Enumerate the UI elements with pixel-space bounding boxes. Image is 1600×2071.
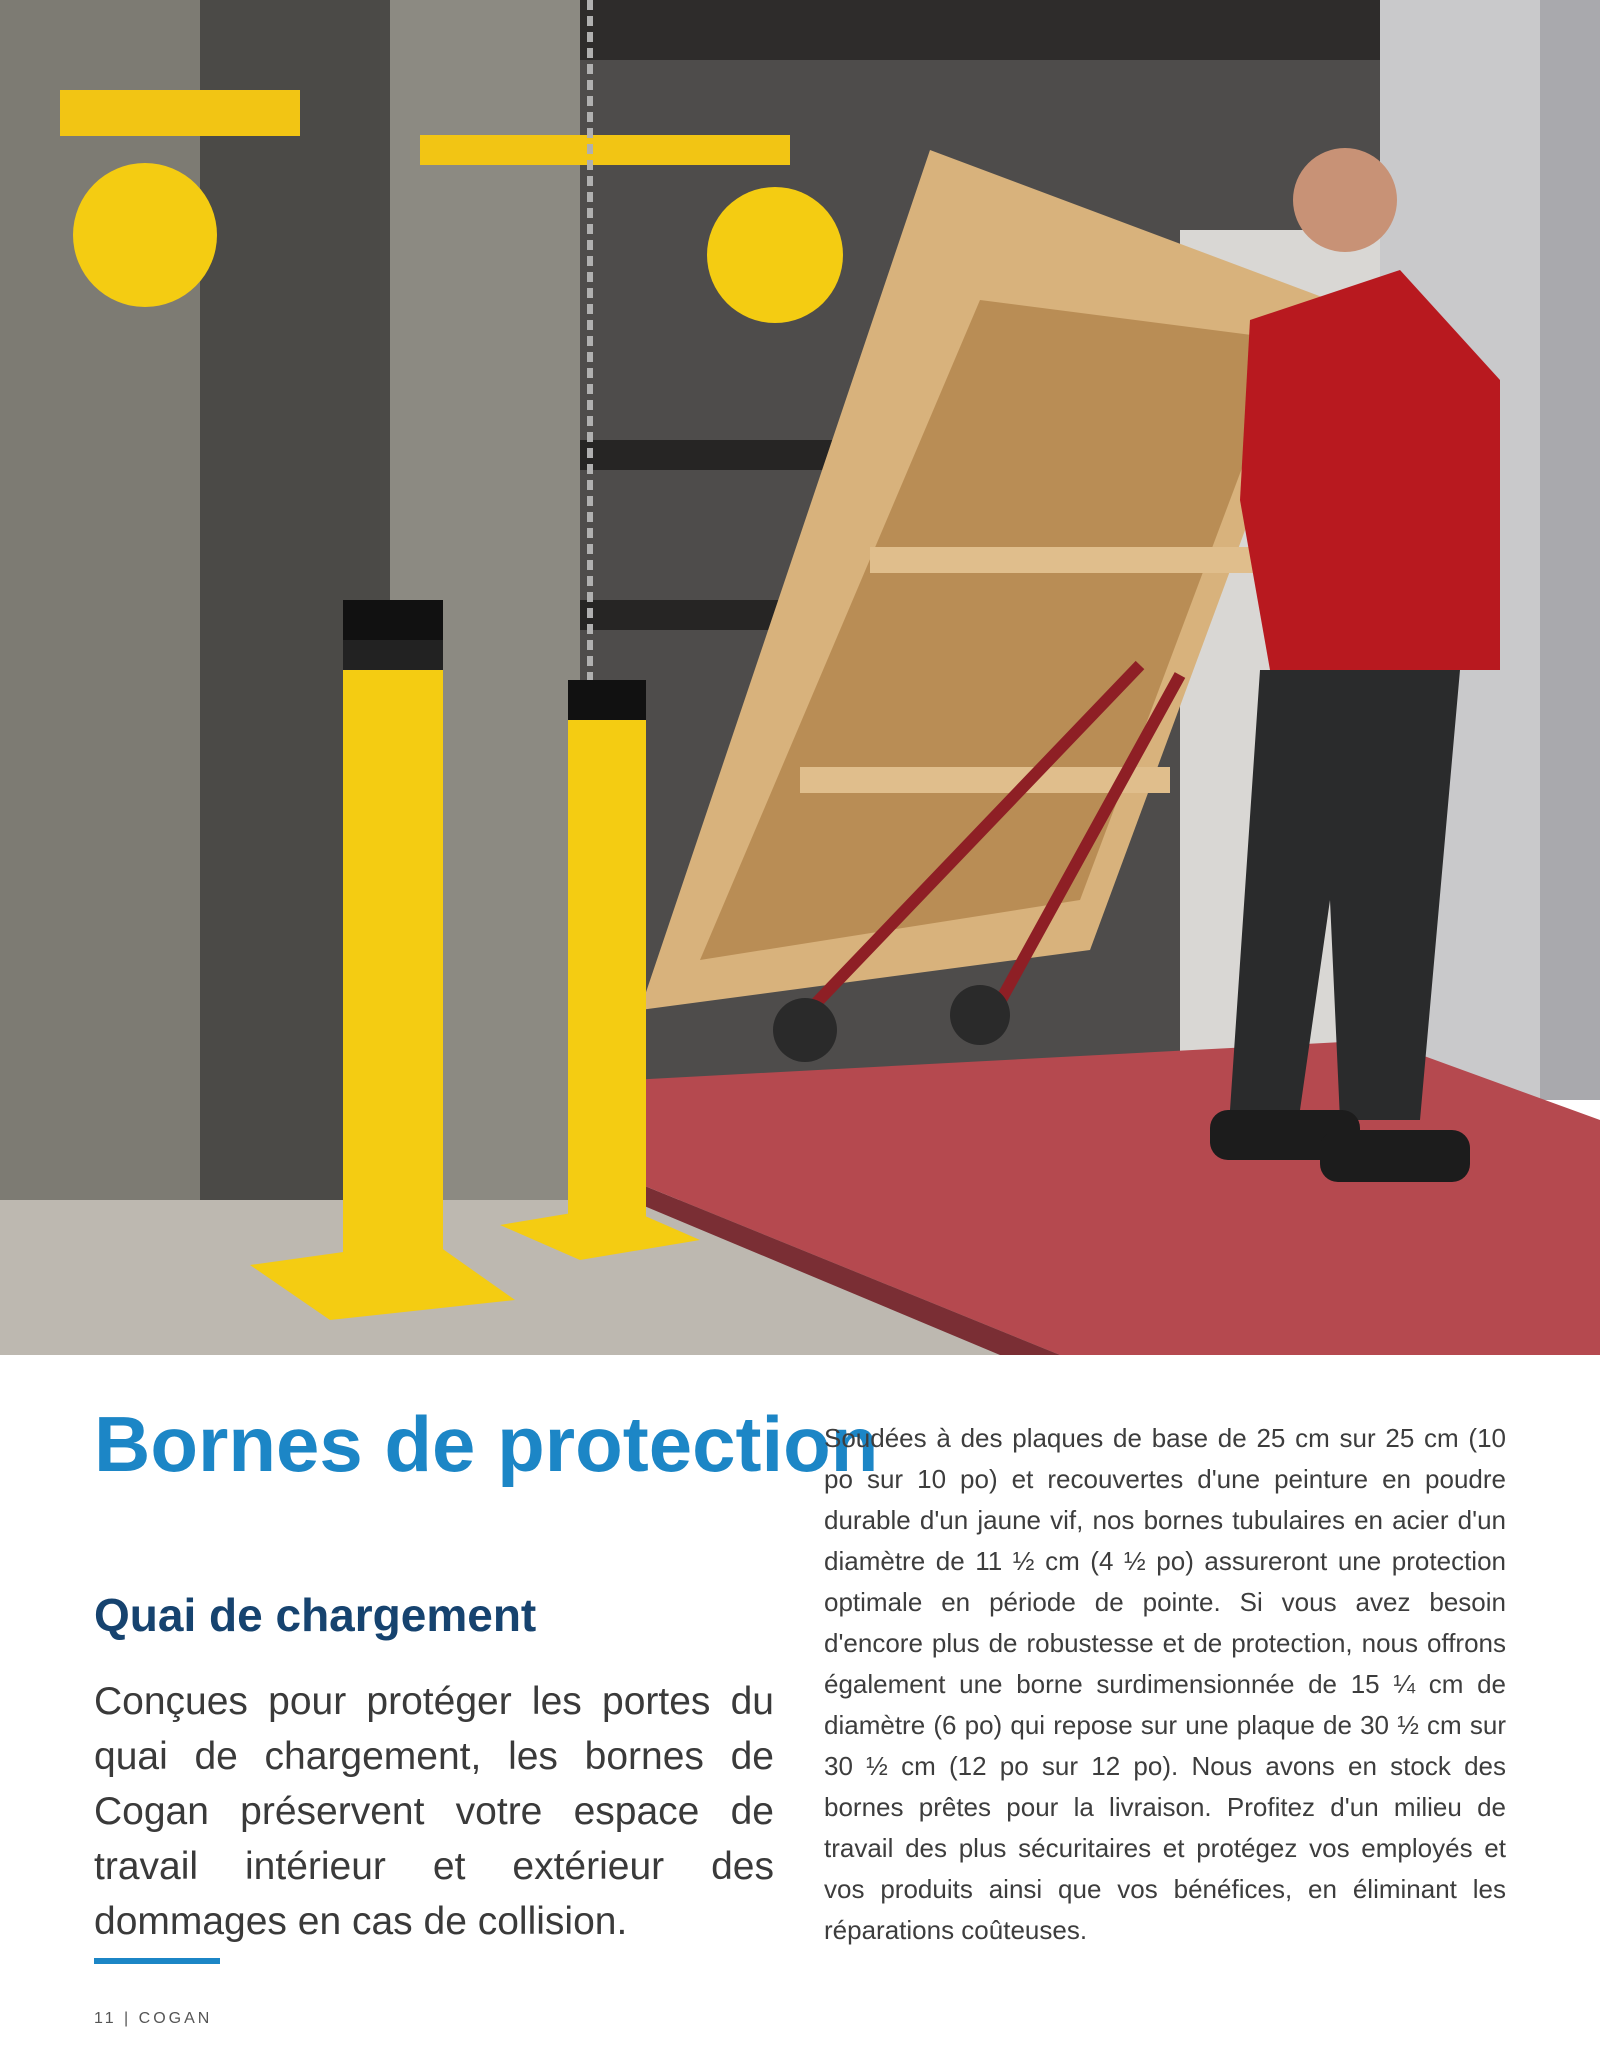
worker-pants: [1230, 670, 1460, 1120]
page-title: Bornes de protection: [94, 1400, 879, 1488]
body-paragraph: Soudées à des plaques de base de 25 cm sur 25 cm (10 po sur 10 po) et recouvertes d'une peinture en poudre durable d'un jaune vif, nos bornes tubulaires en acier d'un diamètre de 11 ½ cm (4 ½ po) assureront une protection optimale en période de pointe. Si vous avez besoin d'encore plus de robustesse et de protection, nous offrons également une borne surdimensionnée de 15 ¼ cm de diamètre (6 po) qui repose sur une plaque de 30 ½ cm sur 30 ½ cm (12 po sur 12 po). Nous avons en stock des bornes prêtes pour la livraison. Profitez d'un milieu de travail des plus sécuritaires et protégez vos employés et vos produits ainsi que vos bénéfices, en éliminant les réparations coûteuses.: [824, 1423, 1506, 1945]
dock-light-left: [73, 163, 217, 307]
bollard-tall: [343, 600, 443, 1280]
worker-head: [1293, 148, 1397, 252]
bollard-short: [568, 680, 646, 1240]
dock-light-right: [707, 187, 843, 323]
intro-paragraph: Conçues pour protéger les portes du quai de chargement, les bornes de Cogan préservent votre espace de travail intérieur et extérieur des dommages en cas de collision.: [94, 1680, 774, 1943]
page-footer: 11 | COGAN: [94, 2010, 213, 2027]
accent-rule: [94, 1958, 220, 1964]
page-subtitle: Quai de chargement: [94, 1589, 537, 1641]
